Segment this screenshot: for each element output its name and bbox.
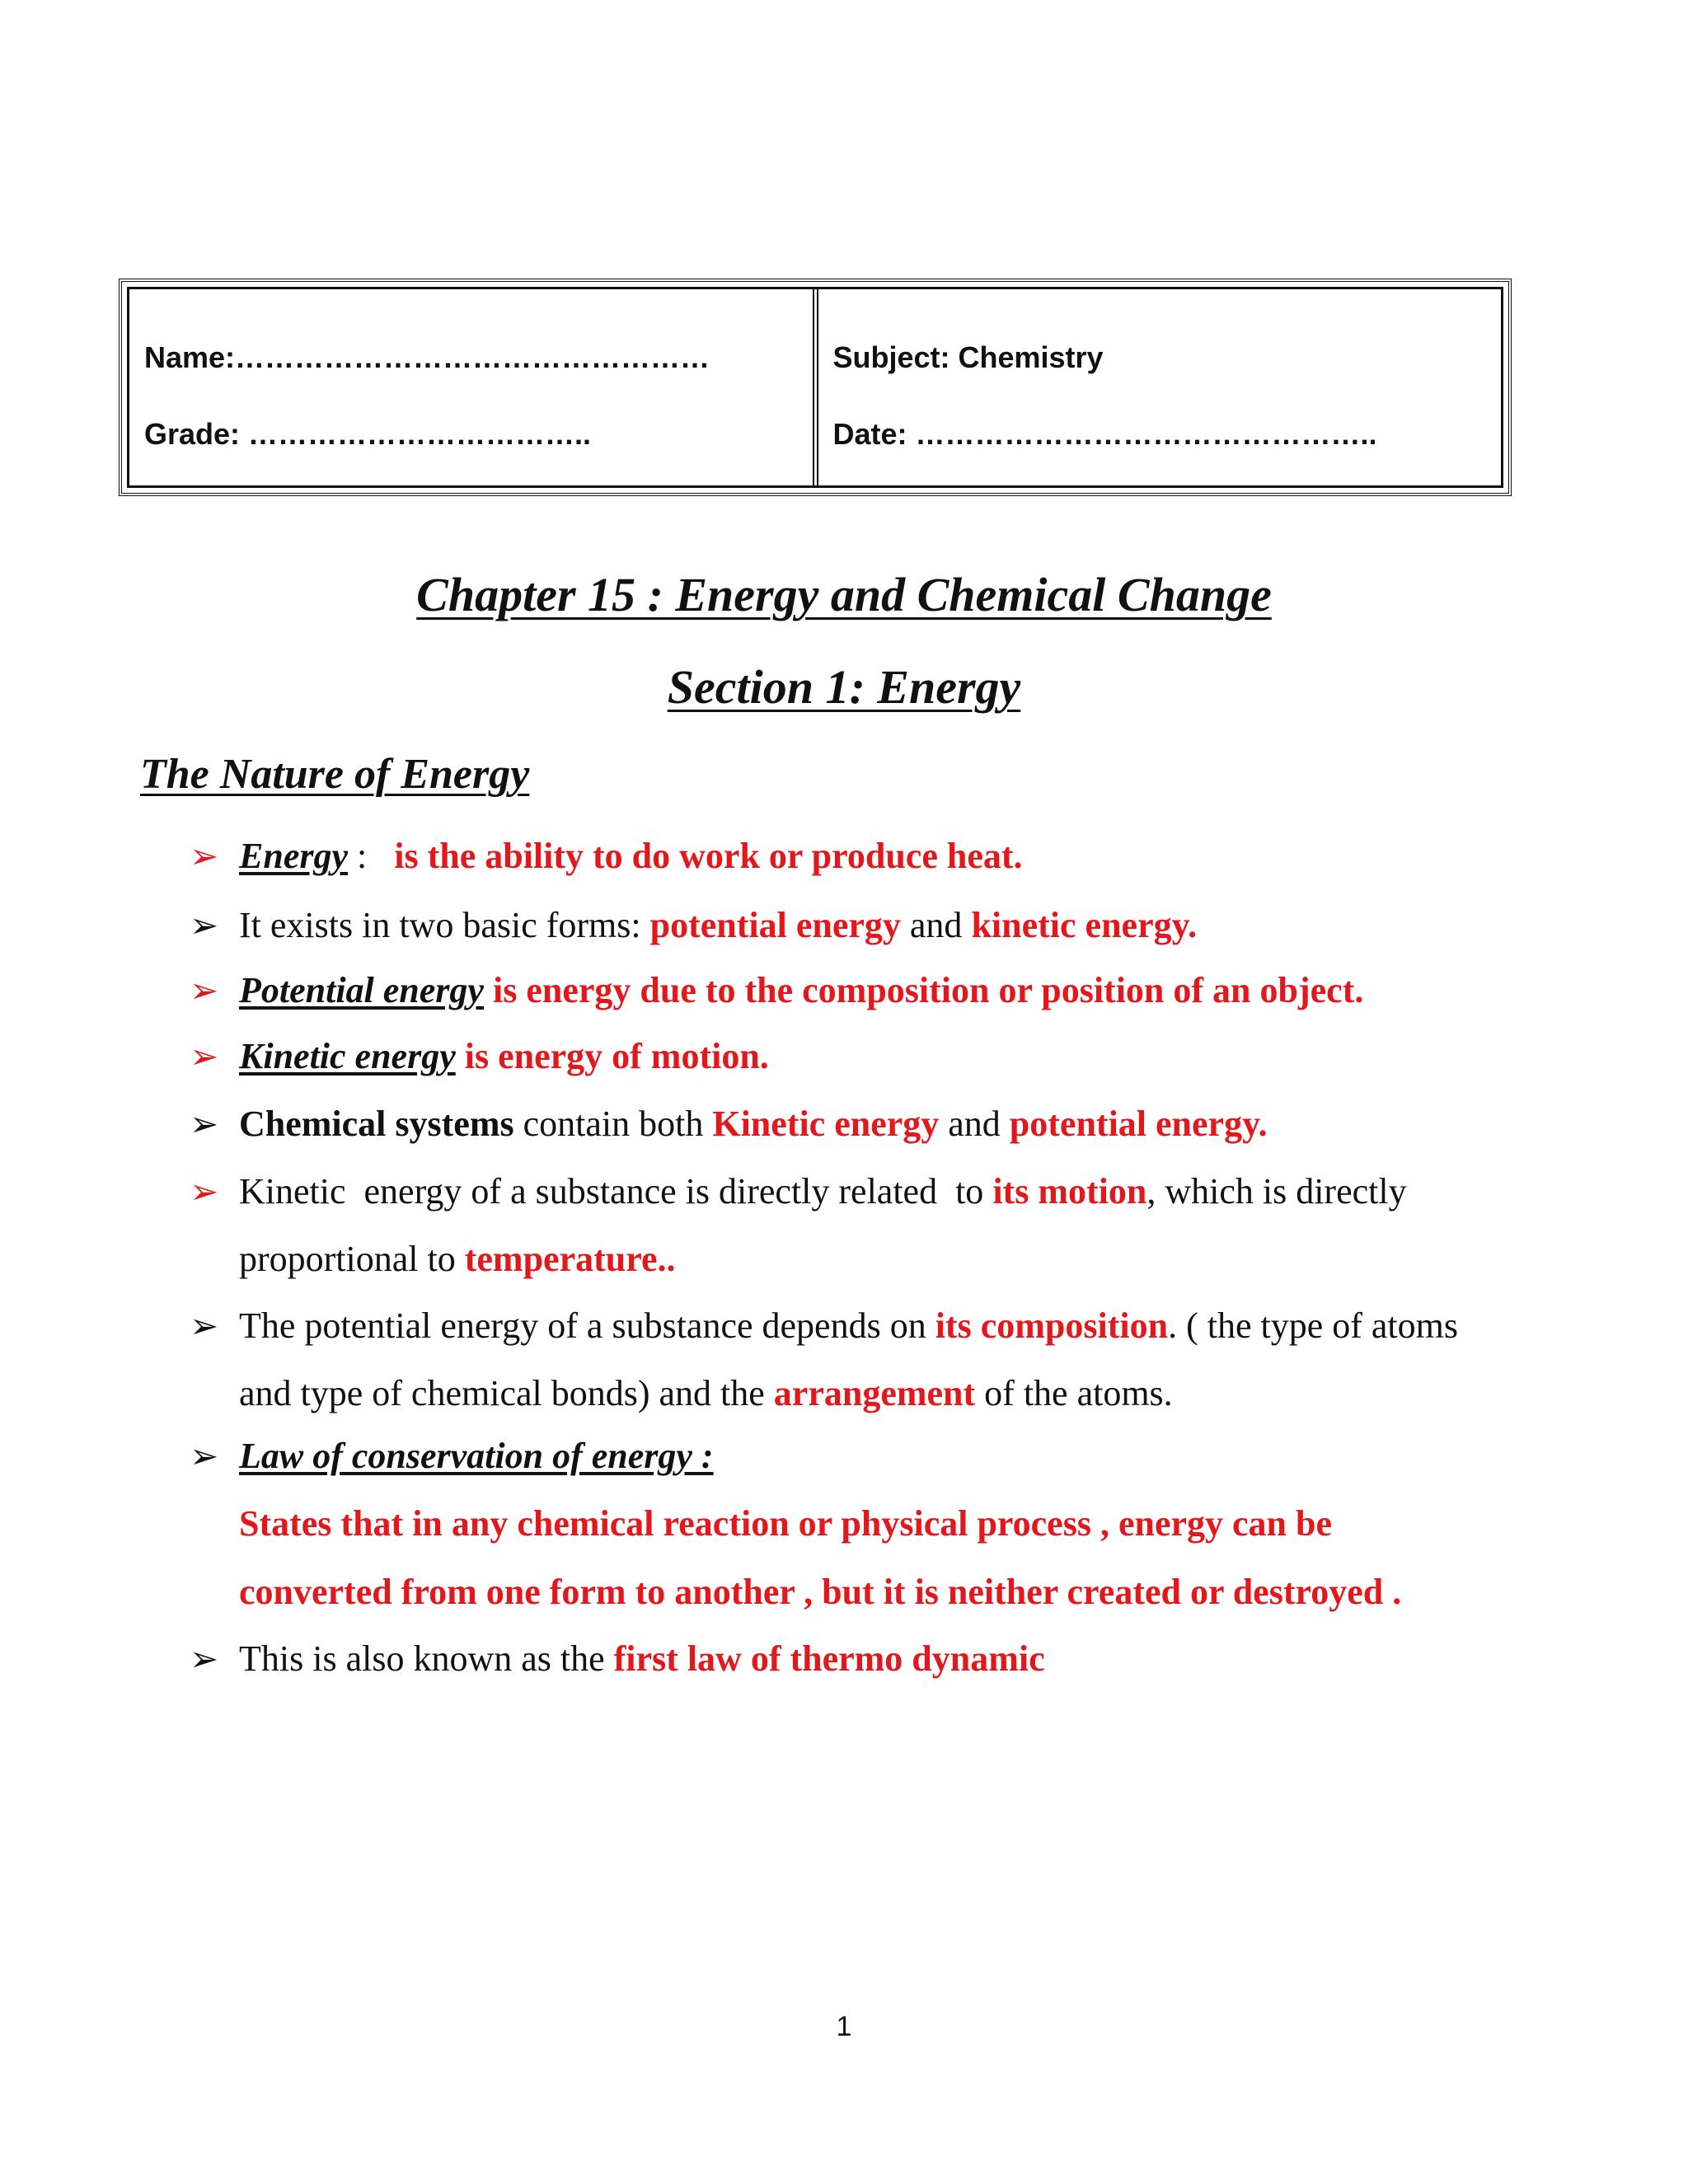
highlight: arrangement [773, 1373, 976, 1413]
text: proportional to [239, 1239, 465, 1279]
subsection-title: The Nature of Energy [140, 751, 530, 798]
grade-field: Grade: …………………………….. [144, 417, 592, 451]
name-field: Name:………………………………………… [144, 340, 710, 374]
bullet-potential-composition-cont [239, 1372, 1173, 1414]
definition: is the ability to do work or produce heat. [394, 836, 1023, 876]
text: , which is directly [1146, 1171, 1407, 1212]
highlight: its motion [992, 1171, 1147, 1212]
bullet-potential-energy [239, 969, 1363, 1011]
text: This is also known as the [239, 1638, 614, 1679]
conservation-law-definition-2: converted from one form to another , but it is neither created or destroyed . [239, 1572, 1402, 1612]
student-info-cell [129, 289, 813, 485]
bullet-first-law [239, 1638, 1045, 1680]
bold-text: Chemical systems [239, 1104, 514, 1144]
bullet-kinetic-motion [239, 1170, 1407, 1212]
highlight: Kinetic energy [712, 1104, 940, 1144]
term: Potential energy [239, 970, 484, 1010]
text: and type of chemical bonds) and the [239, 1373, 774, 1413]
definition: is energy of motion. [455, 1036, 769, 1076]
text: of the atoms. [975, 1373, 1173, 1413]
term: Energy [239, 836, 348, 876]
text: and [939, 1104, 1010, 1144]
text: The potential energy of a substance depends on [239, 1305, 935, 1346]
bullet-conservation-law [239, 1435, 714, 1477]
bullet-kinetic-energy [239, 1035, 769, 1077]
text: and [900, 905, 972, 945]
term: Law of conservation of energy : [239, 1436, 714, 1476]
highlight: potential energy. [1009, 1104, 1268, 1144]
bullet-arrow-icon: ➢ [190, 1104, 219, 1144]
bullet-energy-definition [239, 835, 1023, 877]
definition: is energy due to the composition or position of an object. [483, 970, 1364, 1010]
subject-field: Subject: Chemistry [832, 340, 1104, 374]
date-field: Date: ……………………………………….. [832, 417, 1377, 451]
bullet-kinetic-motion-cont [239, 1238, 675, 1280]
bullet-arrow-icon: ➢ [190, 1638, 219, 1679]
bullet-chemical-systems [239, 1103, 1268, 1145]
text: contain both [513, 1104, 713, 1144]
text: It exists in two basic forms: [239, 905, 650, 945]
subject-info-cell [813, 289, 1502, 485]
bullet-arrow-icon: ➢ [190, 1036, 219, 1076]
separator: : [348, 836, 395, 876]
text: . ( the type of atoms [1168, 1305, 1458, 1346]
conservation-law-definition-1: States that in any chemical reaction or physical process , energy can be [239, 1503, 1333, 1544]
highlight: potential energy [649, 905, 901, 945]
text: Kinetic energy of a substance is directly related to [239, 1171, 993, 1212]
header-box [119, 279, 1512, 496]
bullet-arrow-icon: ➢ [190, 836, 219, 876]
highlight: first law of thermo dynamic [613, 1638, 1045, 1679]
highlight: kinetic energy. [971, 905, 1198, 945]
term: Kinetic energy [239, 1036, 456, 1076]
bullet-arrow-icon: ➢ [190, 905, 219, 945]
bullet-potential-composition [239, 1305, 1458, 1347]
bullet-arrow-icon: ➢ [190, 970, 219, 1010]
chapter-title: Chapter 15 : Energy and Chemical Change [416, 568, 1272, 621]
bullet-two-forms [239, 904, 1197, 946]
highlight: temperature.. [464, 1239, 676, 1279]
section-title: Section 1: Energy [667, 660, 1021, 714]
page-number: 1 [836, 2011, 852, 2042]
bullet-arrow-icon: ➢ [190, 1305, 219, 1346]
bullet-arrow-icon: ➢ [190, 1171, 219, 1212]
highlight: its composition [935, 1305, 1169, 1346]
bullet-arrow-icon: ➢ [190, 1436, 219, 1476]
